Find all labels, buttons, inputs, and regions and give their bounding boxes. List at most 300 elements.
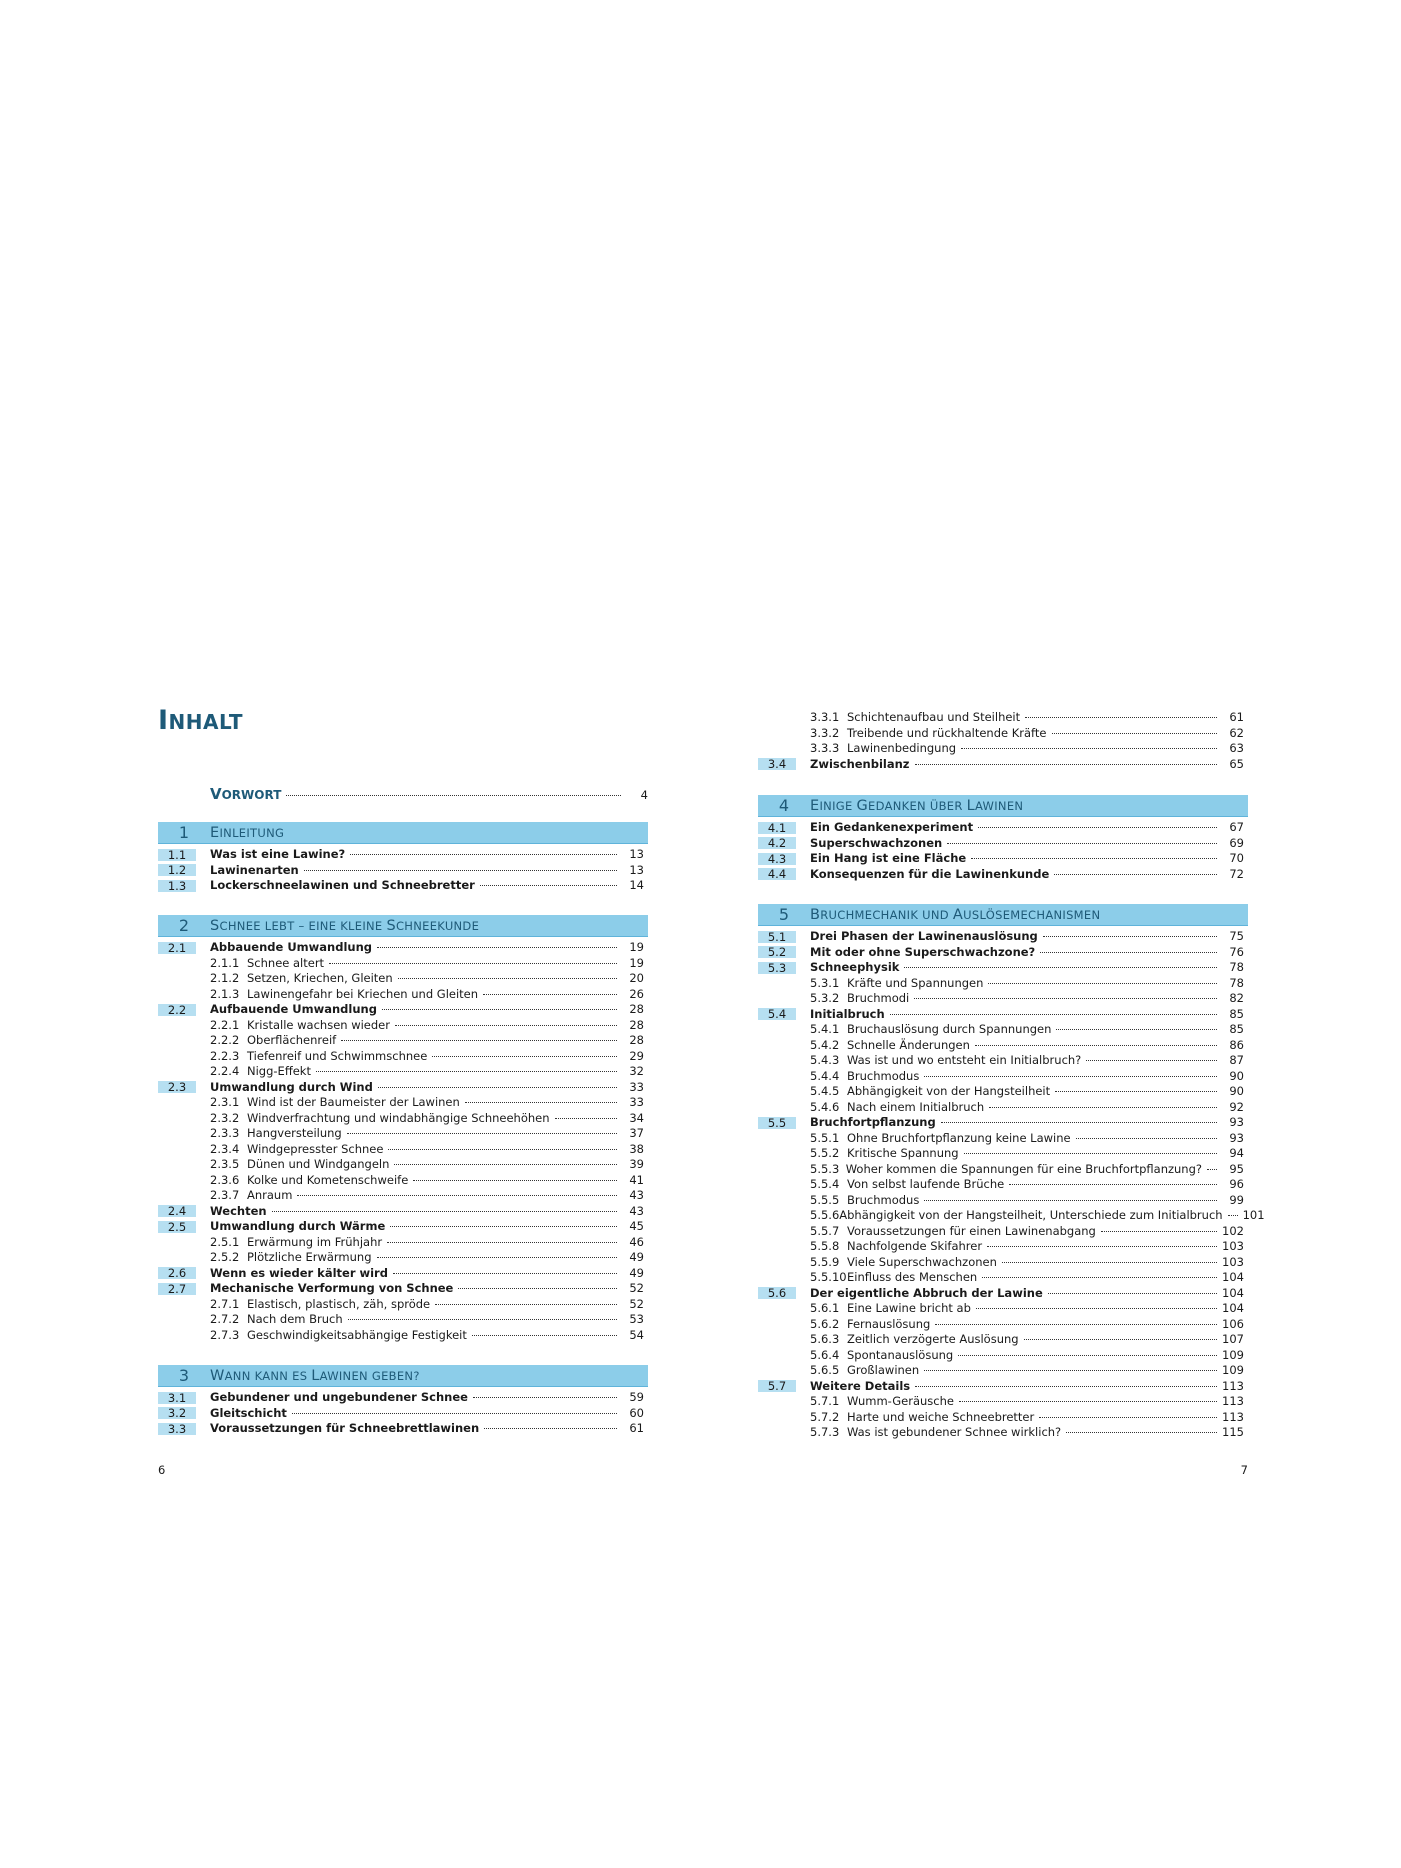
dot-leader	[387, 1242, 617, 1243]
page-number: 106	[1222, 1316, 1244, 1331]
entry-number-cell	[758, 1069, 810, 1085]
toc-entry[interactable]	[158, 1080, 648, 1096]
subsection-number: 5.5.9	[810, 1254, 840, 1269]
toc-entry-vorwort[interactable]	[210, 785, 648, 803]
page-number: 41	[629, 1172, 644, 1187]
subsection-number: 5.6.2	[810, 1316, 840, 1331]
section-number: 4.2	[758, 837, 796, 849]
dot-leader	[890, 1014, 1217, 1015]
section-number: 5.5	[758, 1117, 796, 1129]
section-number: 3.2	[158, 1407, 196, 1419]
subsection-number: 2.3.7	[210, 1188, 240, 1202]
toc-entry[interactable]	[158, 1126, 648, 1142]
entry-title: Setzen, Kriechen, Gleiten	[247, 971, 393, 985]
entry-body	[810, 1410, 1248, 1426]
entry-number-cell	[758, 1332, 810, 1348]
dot-leader	[395, 1025, 617, 1026]
section-number: 2.3	[158, 1081, 196, 1093]
toc-entry[interactable]	[758, 1224, 1248, 1240]
entry-body	[210, 1390, 648, 1406]
page-number: 95	[1229, 1161, 1244, 1176]
entry-body	[810, 1038, 1248, 1054]
entry-title: Windverfrachtung und windabhängige Schneehöhen	[247, 1110, 550, 1125]
section-number: 4.4	[758, 868, 796, 880]
toc-entry[interactable]	[758, 960, 1248, 976]
dot-leader	[1054, 874, 1217, 875]
folio-right: 7	[1240, 1463, 1248, 1477]
toc-entry[interactable]	[158, 1064, 648, 1080]
page-number: 104	[1222, 1270, 1244, 1284]
toc-entry[interactable]	[758, 1363, 1248, 1379]
chapter-header[interactable]	[758, 795, 1248, 817]
page-number: 86	[1229, 1037, 1244, 1052]
subsection-number: 2.3.5	[210, 1157, 240, 1171]
dot-leader	[472, 1335, 617, 1336]
section-number: 5.3	[758, 962, 796, 974]
toc-entry[interactable]	[758, 726, 1248, 742]
toc-entry[interactable]	[158, 1173, 648, 1189]
page-number: 90	[1229, 1068, 1244, 1083]
dot-leader	[964, 1153, 1217, 1154]
toc-entry[interactable]	[758, 1317, 1248, 1333]
toc-entry[interactable]	[158, 1142, 648, 1158]
entry-title: Schichtenaufbau und Steilheit	[847, 710, 1021, 724]
entry-body	[810, 757, 1248, 773]
toc-entry[interactable]	[158, 940, 648, 956]
subsection-number: 5.3.1	[810, 975, 840, 990]
toc-entry[interactable]	[158, 1235, 648, 1251]
page-number: 43	[629, 1188, 644, 1202]
chapter-title-cap: L	[311, 1367, 320, 1384]
dot-leader	[961, 748, 1217, 749]
toc-entry[interactable]	[158, 1033, 648, 1049]
toc-entry[interactable]	[758, 1208, 1265, 1224]
dot-leader	[975, 1045, 1217, 1046]
page-number: 65	[1229, 756, 1244, 771]
chapter-number: 5	[778, 905, 790, 924]
toc-entry[interactable]	[758, 1084, 1248, 1100]
entry-number-cell	[758, 1394, 810, 1410]
entry-number-cell	[758, 1100, 810, 1116]
entry-title: Ein Gedankenexperiment	[810, 820, 974, 834]
toc-entry[interactable]	[158, 1250, 648, 1266]
page-number: 49	[629, 1250, 644, 1264]
subsection-number: 2.2.4	[210, 1064, 240, 1078]
dot-leader	[413, 1180, 617, 1181]
page-number: 29	[629, 1048, 644, 1063]
chapter-title-rest: EDANKEN ÜBER	[868, 798, 967, 813]
page-number: 93	[1229, 1115, 1244, 1129]
chapter-header[interactable]	[758, 904, 1248, 926]
entry-body	[810, 1053, 1248, 1069]
entry-title: Umwandlung durch Wärme	[210, 1219, 386, 1233]
entry-number-cell	[758, 1162, 810, 1178]
toc-entry[interactable]	[758, 1239, 1248, 1255]
subsection-number: 5.5.6	[810, 1208, 840, 1222]
toc-entry[interactable]	[758, 1177, 1248, 1193]
toc-entry[interactable]	[758, 1394, 1248, 1410]
toc-entry[interactable]	[758, 1038, 1248, 1054]
dot-leader	[1086, 1060, 1217, 1061]
page-number: 70	[1229, 851, 1244, 865]
chapter-number: 3	[178, 1366, 190, 1385]
subsection-number: 5.3.2	[810, 991, 840, 1005]
toc-entry[interactable]	[758, 945, 1248, 961]
toc-entry[interactable]	[158, 1406, 648, 1422]
page-number: 20	[629, 971, 644, 985]
dot-leader	[988, 983, 1217, 984]
entry-number-cell	[758, 1363, 810, 1379]
page-number: 28	[629, 1017, 644, 1032]
dot-leader	[473, 1397, 617, 1398]
chapter-entries	[758, 929, 1265, 1441]
entry-body	[810, 1193, 1248, 1209]
entry-number-cell	[158, 1266, 210, 1282]
dot-leader	[1009, 1184, 1217, 1185]
toc-entry[interactable]	[158, 847, 648, 863]
entry-body	[210, 1328, 648, 1344]
page-number: 104	[1222, 1301, 1244, 1315]
toc-entry[interactable]	[758, 991, 1248, 1007]
section-number: 5.2	[758, 946, 796, 958]
dot-leader	[393, 1273, 617, 1274]
entry-title: Lawinenarten	[210, 862, 299, 877]
chapter-title-cap: A	[952, 906, 964, 923]
toc-entry[interactable]	[758, 1022, 1248, 1038]
entry-title: Mit oder ohne Superschwachzone?	[810, 944, 1036, 959]
entry-number-cell	[158, 1406, 210, 1422]
section-number: 2.4	[158, 1205, 196, 1217]
entry-title: Viele Superschwachzonen	[847, 1254, 997, 1269]
entry-number-cell	[758, 1301, 810, 1317]
dot-leader	[458, 1288, 617, 1289]
toc-entry[interactable]	[758, 929, 1248, 945]
page-number: 78	[1229, 975, 1244, 990]
subsection-number: 5.5.8	[810, 1239, 840, 1253]
page-number: 94	[1229, 1146, 1244, 1160]
subsection-number: 2.2.3	[210, 1048, 240, 1063]
toc-entry[interactable]	[158, 1002, 648, 1018]
page-number: 76	[1229, 944, 1244, 959]
page-number: 60	[629, 1405, 644, 1420]
subsection-number: 2.3.1	[210, 1095, 240, 1109]
entry-body	[210, 1188, 648, 1204]
entry-body	[210, 1080, 648, 1096]
entry-body	[210, 971, 648, 987]
toc-entry[interactable]	[158, 1297, 648, 1313]
entry-number-cell	[158, 1157, 210, 1173]
chapter-title-cap: B	[810, 906, 821, 923]
entry-body	[810, 820, 1248, 836]
toc-entry[interactable]	[758, 1007, 1248, 1023]
toc-entry[interactable]	[758, 867, 1248, 883]
entry-number-cell	[158, 1049, 210, 1065]
page-number: 39	[629, 1157, 644, 1171]
toc-entry[interactable]	[158, 1219, 648, 1235]
dot-leader	[1040, 952, 1217, 953]
entry-number-cell	[158, 1328, 210, 1344]
subsection-number: 2.5.1	[210, 1234, 240, 1249]
entry-body	[210, 1018, 648, 1034]
chapter-5	[758, 904, 1265, 1441]
entry-title: Bruchmodus	[847, 1192, 920, 1207]
dot-leader	[924, 1076, 1217, 1077]
entry-title: Geschwindigkeitsabhängige Festigkeit	[247, 1327, 467, 1342]
entry-number-cell	[758, 1270, 810, 1286]
page-number: 52	[629, 1296, 644, 1311]
toc-entry[interactable]	[158, 1421, 648, 1437]
dot-leader	[304, 870, 617, 871]
entry-title: Gebundener und ungebundener Schnee	[210, 1390, 468, 1404]
toc-entry[interactable]	[758, 1255, 1248, 1271]
dot-leader	[1039, 1417, 1217, 1418]
dot-leader	[347, 1133, 617, 1134]
entry-number-cell	[758, 741, 810, 757]
entry-title: Voraussetzungen für einen Lawinenabgang	[847, 1223, 1096, 1238]
entry-title: Mechanische Verformung von Schnee	[210, 1281, 454, 1295]
entry-body	[810, 1162, 1248, 1178]
vorwort-rest: ORWORT	[221, 788, 282, 802]
toc-entry[interactable]	[758, 710, 1248, 726]
toc-entry[interactable]	[158, 971, 648, 987]
dot-leader	[904, 967, 1217, 968]
page-number: 104	[1222, 1285, 1244, 1300]
toc-entry[interactable]	[758, 1348, 1248, 1364]
dot-leader	[465, 1102, 617, 1103]
chapter-title	[810, 798, 1023, 814]
toc-entry[interactable]	[158, 1188, 648, 1204]
entry-title: Bruchmodus	[847, 1068, 920, 1083]
chapter-title-rest: CHNEE LEBT – EINE KLEINE	[219, 918, 387, 933]
dot-leader	[272, 1211, 617, 1212]
page-number: 113	[1222, 1409, 1244, 1424]
page-number: 28	[629, 1002, 644, 1016]
entry-body	[210, 863, 648, 879]
entry-body	[210, 987, 648, 1003]
entry-body	[810, 1348, 1248, 1364]
dot-leader	[1024, 1339, 1217, 1340]
entry-body	[810, 1255, 1248, 1271]
entry-title: Eine Lawine bricht ab	[847, 1301, 971, 1315]
subsection-number: 2.1.1	[210, 955, 240, 970]
section-number: 4.3	[758, 853, 796, 865]
dot-leader	[382, 1009, 617, 1010]
subsection-number: 5.5.7	[810, 1223, 840, 1238]
subsection-number: 5.4.3	[810, 1053, 840, 1067]
toc-entry[interactable]	[758, 1286, 1248, 1302]
toc-entry[interactable]	[158, 1157, 648, 1173]
subsection-number: 2.7.1	[210, 1296, 240, 1311]
dot-leader	[1048, 1293, 1217, 1294]
page-number: 61	[629, 1421, 644, 1435]
section-number: 1.3	[158, 880, 196, 892]
dot-leader	[378, 1087, 617, 1088]
entry-body	[210, 1312, 648, 1328]
entry-title: Fernauslösung	[847, 1316, 931, 1331]
toc-entry[interactable]	[158, 1018, 648, 1034]
entry-number-cell	[758, 710, 810, 726]
entry-title: Nachfolgende Skifahrer	[847, 1239, 983, 1253]
toc-entry[interactable]	[158, 1312, 648, 1328]
toc-entry[interactable]	[158, 1111, 648, 1127]
entry-title: Was ist eine Lawine?	[210, 847, 346, 861]
page-number: 78	[1229, 960, 1244, 974]
toc-entry[interactable]	[158, 878, 648, 894]
page-number: 67	[1229, 820, 1244, 834]
page-number: 13	[629, 862, 644, 877]
entry-number-cell	[758, 1022, 810, 1038]
entry-title: Großlawinen	[847, 1363, 920, 1377]
page-number: 38	[629, 1141, 644, 1156]
subsection-number: 5.6.1	[810, 1301, 840, 1315]
subsection-number: 5.6.4	[810, 1347, 840, 1362]
page-number: 69	[1229, 835, 1244, 850]
entry-body	[810, 867, 1248, 883]
toc-entry[interactable]	[758, 1100, 1248, 1116]
toc-entry[interactable]	[758, 757, 1248, 773]
entry-number-cell	[758, 1053, 810, 1069]
entry-number-cell	[158, 1111, 210, 1127]
toc-entry[interactable]	[758, 1193, 1248, 1209]
entry-body	[210, 1142, 648, 1158]
subsection-number: 2.2.2	[210, 1033, 240, 1047]
entry-title: Umwandlung durch Wind	[210, 1079, 373, 1094]
toc-entry[interactable]	[158, 956, 648, 972]
entry-title: Wenn es wieder kälter wird	[210, 1265, 388, 1280]
entry-number-cell	[758, 1007, 810, 1023]
dot-leader	[914, 998, 1217, 999]
entry-body	[210, 1266, 648, 1282]
entry-body	[810, 1177, 1248, 1193]
toc-entry[interactable]	[158, 987, 648, 1003]
entry-body	[810, 1425, 1248, 1441]
entry-body	[210, 1235, 648, 1251]
section-number: 1.2	[158, 864, 196, 876]
entry-title: Lockerschneelawinen und Schneebretter	[210, 878, 475, 892]
toc-entry[interactable]	[758, 820, 1248, 836]
toc-entry[interactable]	[758, 1301, 1248, 1317]
chapter-2	[158, 915, 648, 1343]
chapter-number: 4	[778, 796, 790, 815]
entry-body	[210, 1204, 648, 1220]
chapter-title-rest: ANN KANN ES	[224, 1368, 312, 1383]
toc-entry[interactable]	[758, 851, 1248, 867]
toc-entry[interactable]	[758, 1131, 1248, 1147]
entry-title: Schnelle Änderungen	[847, 1037, 970, 1052]
chapter-title-rest: INLEITUNG	[219, 825, 285, 840]
entry-body	[810, 945, 1248, 961]
toc-entry[interactable]	[758, 1410, 1248, 1426]
entry-body	[810, 1146, 1248, 1162]
entry-number-cell	[758, 726, 810, 742]
entry-number-cell	[158, 1095, 210, 1111]
toc-entry[interactable]	[758, 1425, 1248, 1441]
page-number: 85	[1229, 1022, 1244, 1036]
toc-entry[interactable]	[758, 741, 1248, 757]
toc-entry[interactable]	[758, 1053, 1248, 1069]
entry-number-cell	[758, 1286, 810, 1302]
toc-entry[interactable]	[758, 976, 1248, 992]
page-number: 19	[629, 955, 644, 970]
entry-number-cell	[758, 1425, 810, 1441]
toc-entry[interactable]	[758, 836, 1248, 852]
toc-entry[interactable]	[158, 1095, 648, 1111]
page-number: 14	[629, 878, 644, 892]
chapter-title-rest: CHNEEKUNDE	[395, 918, 480, 933]
entry-title: Windgepresster Schnee	[247, 1141, 384, 1156]
entry-body	[210, 1219, 648, 1235]
dot-leader	[935, 1324, 1217, 1325]
entry-body	[810, 726, 1248, 742]
entry-title: Dünen und Windgangeln	[247, 1157, 390, 1171]
toc-entry[interactable]	[758, 1146, 1248, 1162]
subsection-number: 5.5.4	[810, 1177, 840, 1191]
dot-leader	[1066, 1432, 1217, 1433]
dot-leader	[915, 764, 1218, 765]
entry-body	[210, 1049, 648, 1065]
subsection-number: 5.5.10	[810, 1270, 847, 1284]
dot-leader	[329, 963, 617, 964]
chapter-header[interactable]	[158, 915, 648, 937]
page-number: 90	[1229, 1084, 1244, 1098]
entry-title: Schneephysik	[810, 960, 900, 974]
entry-number-cell	[758, 1193, 810, 1209]
toc-entry[interactable]	[758, 1270, 1248, 1286]
toc-entry[interactable]	[158, 1328, 648, 1344]
section-number: 4.1	[758, 822, 796, 834]
entry-title: Kräfte und Spannungen	[847, 975, 984, 990]
chapter-title-cap: L	[966, 797, 976, 814]
chapter-header[interactable]	[158, 822, 648, 844]
subsection-number: 5.4.1	[810, 1022, 840, 1036]
entry-title: Schnee altert	[247, 955, 325, 970]
toc-entry[interactable]	[758, 1069, 1248, 1085]
dot-leader	[1101, 1231, 1217, 1232]
toc-entry[interactable]	[158, 863, 648, 879]
toc-entry[interactable]	[758, 1332, 1248, 1348]
toc-entry[interactable]	[758, 1162, 1248, 1178]
entry-title: Lawinengefahr bei Kriechen und Gleiten	[247, 986, 479, 1001]
entry-title: Hangversteilung	[247, 1126, 342, 1140]
entry-title: Abhängigkeit von der Hangsteilheit, Unterschiede zum Initialbruch	[839, 1208, 1223, 1222]
entry-title: Nigg-Effekt	[247, 1064, 311, 1078]
entry-title: Plötzliche Erwärmung	[247, 1250, 372, 1264]
toc-entry[interactable]	[158, 1204, 648, 1220]
page-number: 113	[1222, 1378, 1244, 1393]
entry-title: Der eigentliche Abbruch der Lawine	[810, 1285, 1043, 1300]
entry-number-cell	[758, 1208, 810, 1224]
chapter-header[interactable]	[158, 1365, 648, 1387]
page-number: 101	[1242, 1208, 1265, 1222]
entry-title: Bruchmodi	[847, 991, 910, 1005]
entry-body	[210, 1157, 648, 1173]
toc-entry[interactable]	[158, 1281, 648, 1297]
toc-title-cap: I	[158, 705, 169, 736]
entry-title: Was ist und wo entsteht ein Initialbruch?	[847, 1053, 1082, 1067]
toc-entry[interactable]	[758, 1115, 1248, 1131]
entry-number-cell	[758, 960, 810, 976]
toc-entry[interactable]	[158, 1266, 648, 1282]
toc-entry[interactable]	[758, 1379, 1248, 1395]
entry-body	[810, 929, 1248, 945]
dot-leader	[484, 1428, 617, 1429]
toc-entry[interactable]	[158, 1390, 648, 1406]
toc-entry[interactable]	[158, 1049, 648, 1065]
entry-title: Einfluss des Menschen	[847, 1270, 978, 1284]
dot-leader	[1076, 1138, 1217, 1139]
subsection-number: 5.4.6	[810, 1099, 840, 1114]
entry-body	[810, 1115, 1248, 1131]
